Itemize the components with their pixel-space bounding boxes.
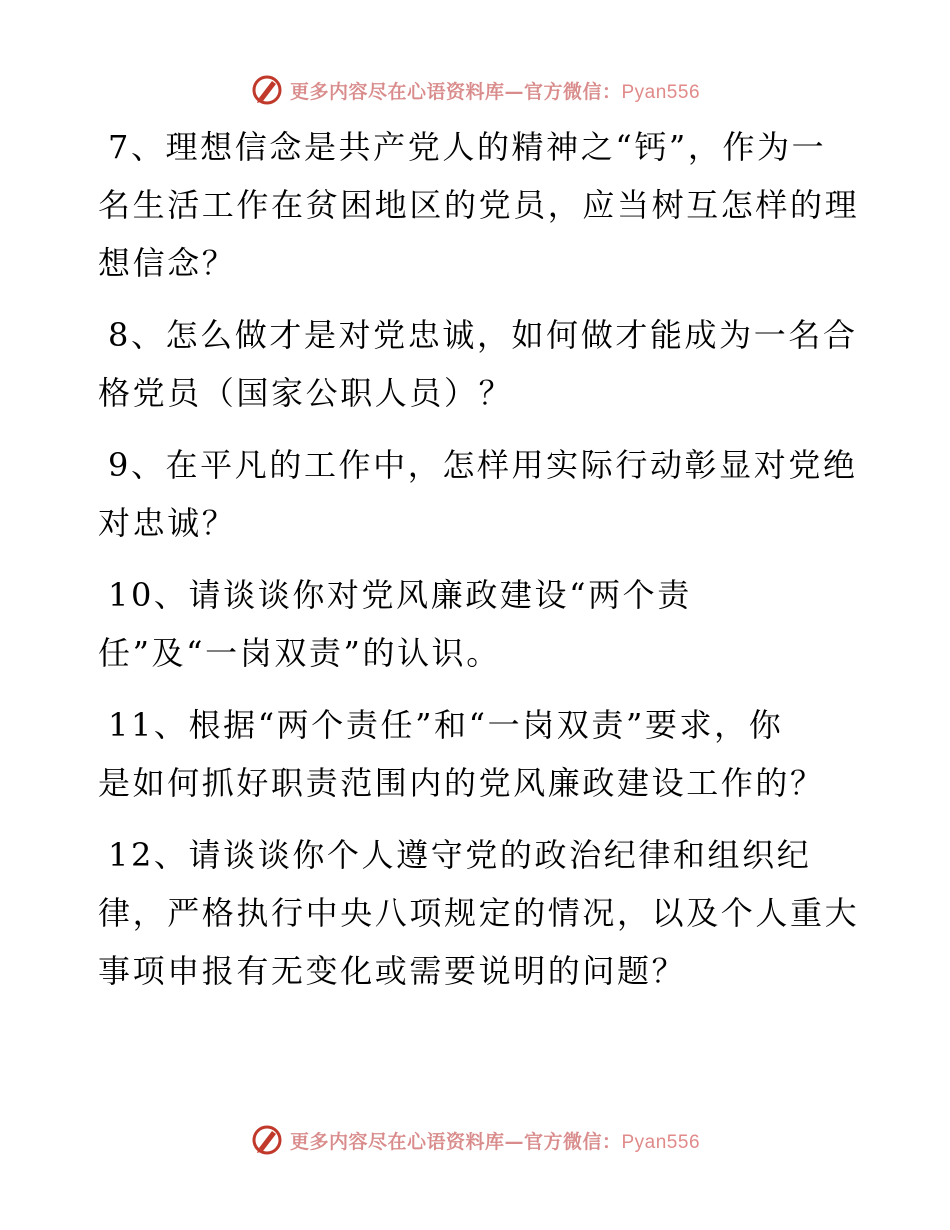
question-line: 事项申报有无变化或需要说明的问题？ (98, 952, 687, 990)
pen-logo-icon (250, 73, 284, 107)
header-banner-label: 更多内容尽在心语资料库—官方微信： (289, 80, 622, 103)
question-line: 11、根据“两个责任”和“一岗双责”要求，你 (108, 706, 784, 744)
question-10 (98, 566, 858, 682)
question-line: 想信念？ (98, 244, 237, 282)
question-line: 律，严格执行中央八项规定的情况，以及个人重大 (98, 894, 860, 932)
header-banner (0, 70, 950, 110)
footer-banner-label: 更多内容尽在心语资料库—官方微信： (289, 1130, 622, 1153)
question-line: 10、请谈谈你对党风廉政建设“两个责 (108, 576, 692, 614)
footer-wechat-id: Pyan556 (621, 1131, 701, 1153)
question-line: 名生活工作在贫困地区的党员，应当树互怎样的理 (98, 186, 860, 224)
question-11 (98, 696, 858, 812)
question-line: 任”及“一岗双责”的认识。 (98, 634, 501, 672)
header-banner-text (290, 77, 700, 104)
footer-banner-text (290, 1127, 700, 1154)
question-7 (98, 118, 858, 292)
question-line: 对忠诚？ (98, 504, 237, 542)
question-line: 7、理想信念是共产党人的精神之“钙”，作为一 (108, 128, 827, 166)
question-9 (98, 436, 858, 552)
question-line: 是如何抓好职责范围内的党风廉政建设工作的？ (98, 764, 825, 802)
question-line: 8、怎么做才是对党忠诚，如何做才能成为一名合 (108, 316, 858, 354)
question-line: 12、请谈谈你个人遵守党的政治纪律和组织纪 (108, 836, 812, 874)
question-line: 9、在平凡的工作中，怎样用实际行动彰显对党绝 (108, 446, 858, 484)
question-12 (98, 826, 858, 1000)
header-wechat-id: Pyan556 (621, 81, 701, 103)
document-body (98, 118, 858, 1014)
question-line: 格党员（国家公职人员）？ (98, 374, 514, 412)
footer-banner (0, 1120, 950, 1160)
question-8 (98, 306, 858, 422)
pen-logo-icon (250, 1123, 284, 1157)
